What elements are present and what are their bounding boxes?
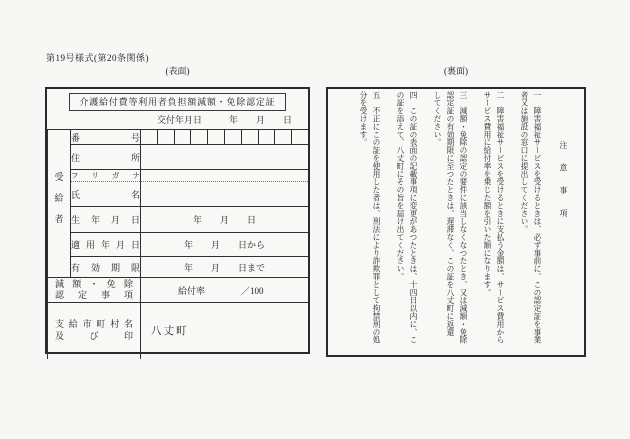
number-digit-cell — [190, 130, 207, 144]
name-label: 氏名 — [71, 182, 141, 207]
issue-date-line: 交付年月日 年 月 日 — [156, 115, 292, 125]
number-digit-cells — [141, 130, 308, 144]
table-row-name — [48, 182, 309, 207]
benefit-rate-value: 給付率 ／100 — [141, 278, 309, 303]
number-digit-cell — [224, 130, 241, 144]
reduction-label-line2: 認定事項 — [55, 290, 133, 300]
recipient-table — [47, 129, 308, 359]
back-side-label: (裏面) — [444, 66, 468, 76]
birthdate-value: 年 月 日 — [141, 207, 309, 233]
apply-date-value: 年 月 日から — [141, 233, 309, 257]
table-row-number — [48, 130, 309, 145]
note-item-3: 三 減額・免除の認定の要件に該当しなくなつたとき、又は減額・免除 認定証の有効期限に至つたときは、遅滞なく、この証を八丈町に返還 してください。 — [433, 91, 468, 344]
number-digit-cell — [258, 130, 275, 144]
table-row-address — [48, 145, 309, 170]
name-value-cell — [141, 182, 309, 207]
municipality-value: 八丈町 — [141, 303, 309, 359]
number-digit-cell — [174, 130, 191, 144]
address-label: 住所 — [71, 145, 141, 170]
reduction-label — [48, 278, 141, 303]
certificate-back-box — [326, 87, 586, 357]
note-item-5: 五 不正にこの証を使用した者は、刑法により詐欺罪として拘禁刑の処 分を受けます。 — [359, 91, 381, 344]
note-item-1: 一 障害福祉サービスを受けるときは、必ず事前に、この認定証を事業 者又は施設の窓口に提出してください。 — [520, 91, 542, 344]
certificate-front-box — [45, 87, 310, 354]
municipality-label-line1: 支給市町村名 — [55, 319, 133, 330]
municipality-label-line2: 及び印 — [55, 330, 133, 341]
number-label: 番号 — [71, 130, 141, 145]
address-value-cell — [141, 145, 309, 170]
note-item-4: 四 この証の表面の記載事項に変更があつたときは、十四日以内に、こ の証を添えて、八丈町にその旨を届け出てください。 — [396, 91, 418, 344]
recipient-group-label: 受給者 — [48, 130, 71, 278]
table-row-expiry — [48, 257, 309, 278]
table-row-municipality — [48, 303, 309, 359]
furigana-label: フリガナ — [71, 171, 140, 180]
table-row-furigana — [48, 170, 309, 182]
table-row-reduction — [48, 278, 309, 303]
number-digit-cell — [291, 130, 308, 144]
reduction-label-line1: 減額・免除 — [55, 278, 133, 289]
table-row-birthdate — [48, 207, 309, 233]
apply-date-label: 適用年月日 — [71, 233, 141, 257]
form-number-heading: 第19号様式(第20条関係) — [46, 53, 149, 63]
municipality-label — [48, 303, 141, 359]
notes-heading: 注意事項 — [559, 141, 568, 232]
furigana-value-cell — [141, 170, 309, 182]
front-side-label: (表面) — [165, 66, 190, 76]
number-value-cell — [141, 130, 309, 145]
table-row-apply-date — [48, 233, 309, 257]
number-digit-cell — [274, 130, 291, 144]
expiry-value: 年 月 日まで — [141, 257, 309, 278]
birthdate-label: 生年月日 — [71, 207, 141, 233]
note-item-2: 二 障害福祉サービスを受けるときに支払う金額は、サービス費用から サービス費用に給付率を乗じた額を引いた額になります。 — [483, 91, 505, 344]
certificate-title: 介護給付費等利用者負担額減額・免除認定証 — [69, 93, 285, 111]
number-digit-cell — [141, 130, 157, 144]
number-digit-cell — [157, 130, 174, 144]
number-digit-cell — [207, 130, 224, 144]
expiry-label: 有効期限 — [71, 257, 141, 278]
number-digit-cell — [241, 130, 258, 144]
